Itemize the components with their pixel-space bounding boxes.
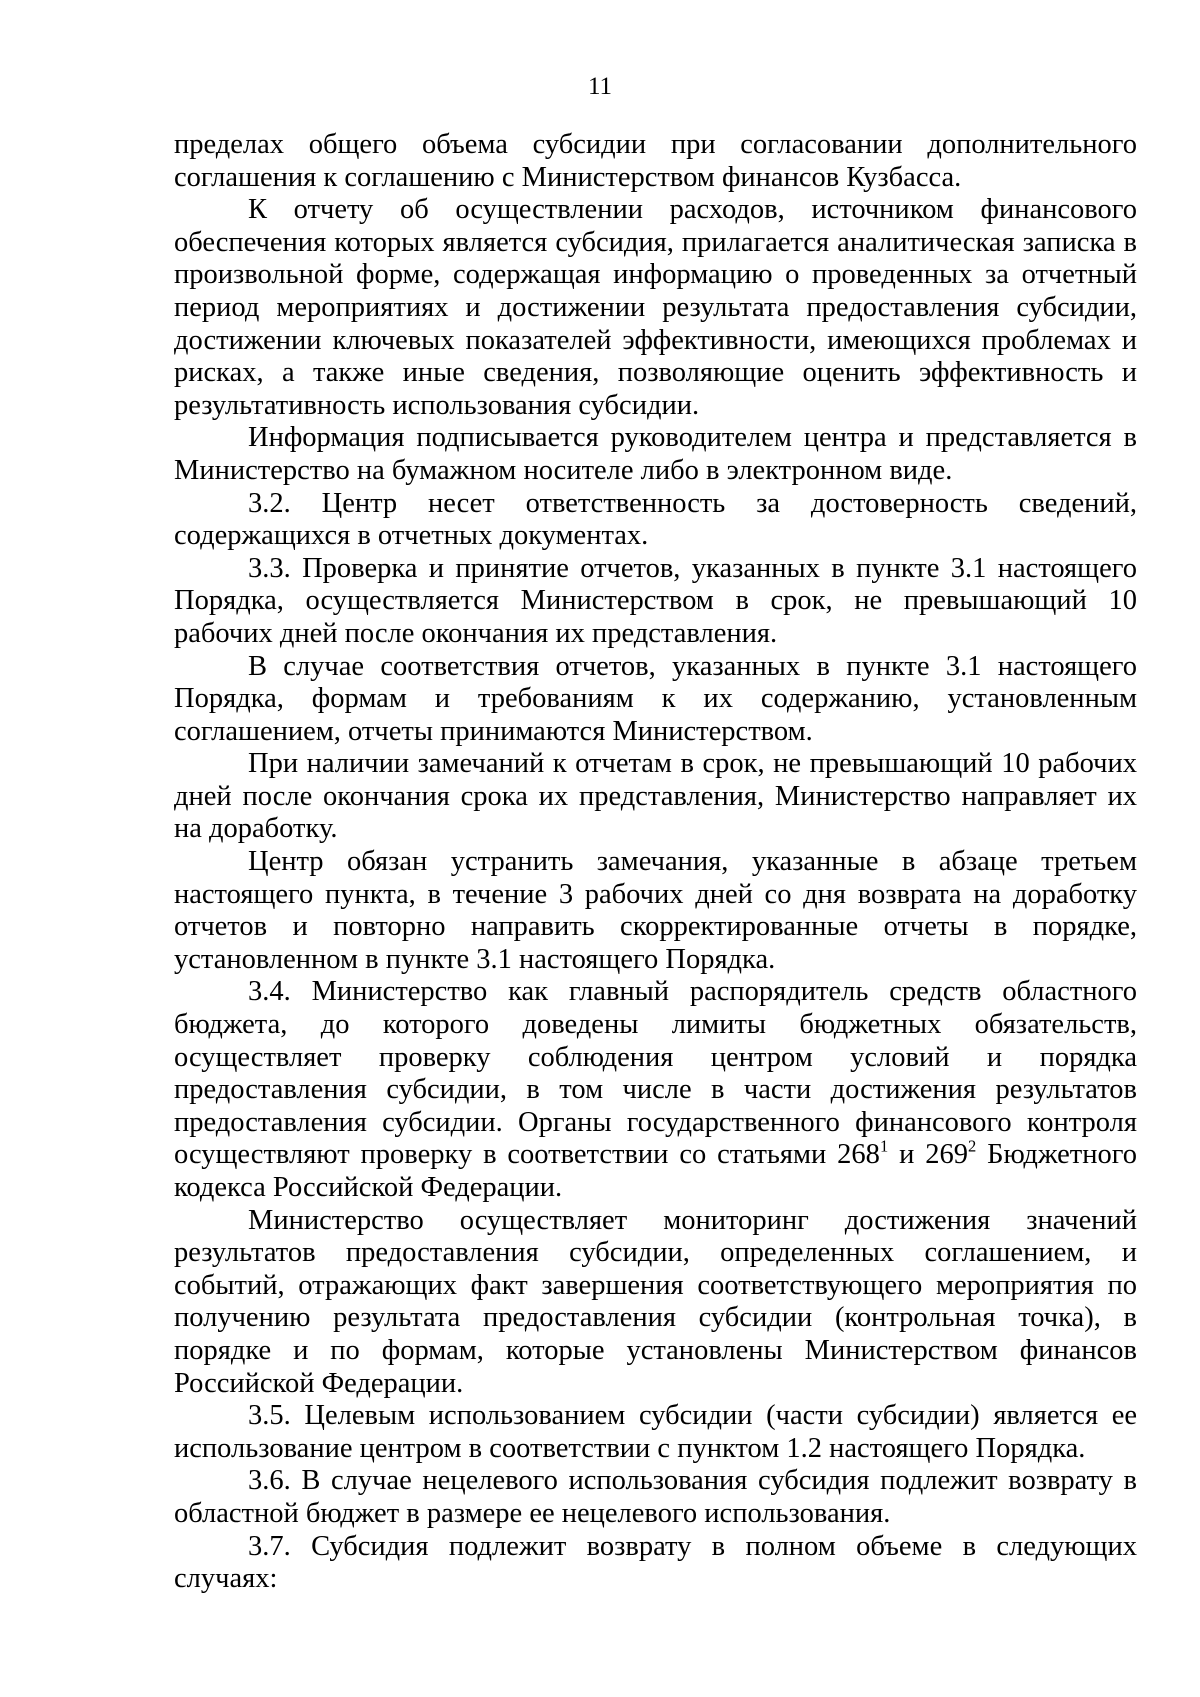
- paragraph-3-5: 3.5. Целевым использованием субсидии (части субсидии) является ее использование центром в соответствии с пунктом 1.2 настоящего Порядка.: [174, 1400, 1137, 1464]
- paragraph-3-4-text-end: Бюджетного кодекса Российской Федерации.: [174, 1139, 1137, 1203]
- document-body: [174, 129, 1137, 1596]
- paragraph-3-2: 3.2. Центр несет ответственность за достоверность сведений, содержащихся в отчетных документах.: [174, 487, 1137, 552]
- paragraph-3-4-text-middle: и 269: [888, 1139, 968, 1171]
- superscript-2: 2: [967, 1136, 977, 1156]
- superscript-1: 1: [879, 1136, 889, 1156]
- paragraph-monitoring: Министерство осуществляет мониторинг достижения значений результатов предоставления субсидии, определенных соглашением, и событий, отражающих факт завершения соответствующего мероприятия по получению результата предоставления субсидии (контрольная точка), в порядке и по формам, которые установлены Министерством финансов Российской Федерации.: [174, 1204, 1137, 1399]
- paragraph-3-7: 3.7. Субсидия подлежит возврату в полном объеме в следующих случаях:: [174, 1530, 1137, 1595]
- paragraph-3-4: [174, 976, 1137, 1204]
- paragraph-3-3: 3.3. Проверка и принятие отчетов, указанных в пункте 3.1 настоящего Порядка, осуществляется Министерством в срок, не превышающий 10 рабочих дней после окончания их представления.: [174, 552, 1137, 649]
- paragraph-analytical-note: К отчету об осуществлении расходов, источником финансового обеспечения которых является субсидия, прилагается аналитическая записка в произвольной форме, содержащая информацию о проведенных за отчетный период мероприятиях и достижении результата предоставления субсидии, достижении ключевых показателей эффективности, имеющихся проблемах и рисках, а также иные сведения, позволяющие оценить эффективность и результативность использования субсидии.: [174, 194, 1137, 421]
- paragraph-3-4-text: 3.4. Министерство как главный распорядитель средств областного бюджета, до которого доведены лимиты бюджетных обязательств, осуществляет проверку соблюдения центром условий и порядка предоставления субсидии, в том числе в части достижения результатов предоставления субсидии. Органы государственного финансового контроля осуществляют проверку в соответствии со статьями 268: [174, 976, 1137, 1171]
- page-number: 11: [587, 73, 613, 100]
- paragraph-reports-accepted: В случае соответствия отчетов, указанных в пункте 3.1 настоящего Порядка, формам и требованиям к их содержанию, установленным соглашением, отчеты принимаются Министерством.: [174, 650, 1137, 747]
- paragraph-signature-info: Информация подписывается руководителем центра и представляется в Министерство на бумажном носителе либо в электронном виде.: [174, 422, 1137, 486]
- paragraph-3-6: 3.6. В случае нецелевого использования субсидия подлежит возврату в областной бюджет в размере ее нецелевого использования.: [174, 1465, 1137, 1529]
- paragraph-continuation: пределах общего объема субсидии при согласовании дополнительного соглашения к соглашению с Министерством финансов Кузбасса.: [174, 129, 1137, 193]
- paragraph-remarks: При наличии замечаний к отчетам в срок, не превышающий 10 рабочих дней после окончания срока их представления, Министерство направляет их на доработку.: [174, 748, 1137, 845]
- paragraph-fix-remarks: Центр обязан устранить замечания, указанные в абзаце третьем настоящего пункта, в течение 3 рабочих дней со дня возврата на доработку отчетов и повторно направить скорректированные отчеты в порядке, установленном в пункте 3.1 настоящего Порядка.: [174, 846, 1137, 975]
